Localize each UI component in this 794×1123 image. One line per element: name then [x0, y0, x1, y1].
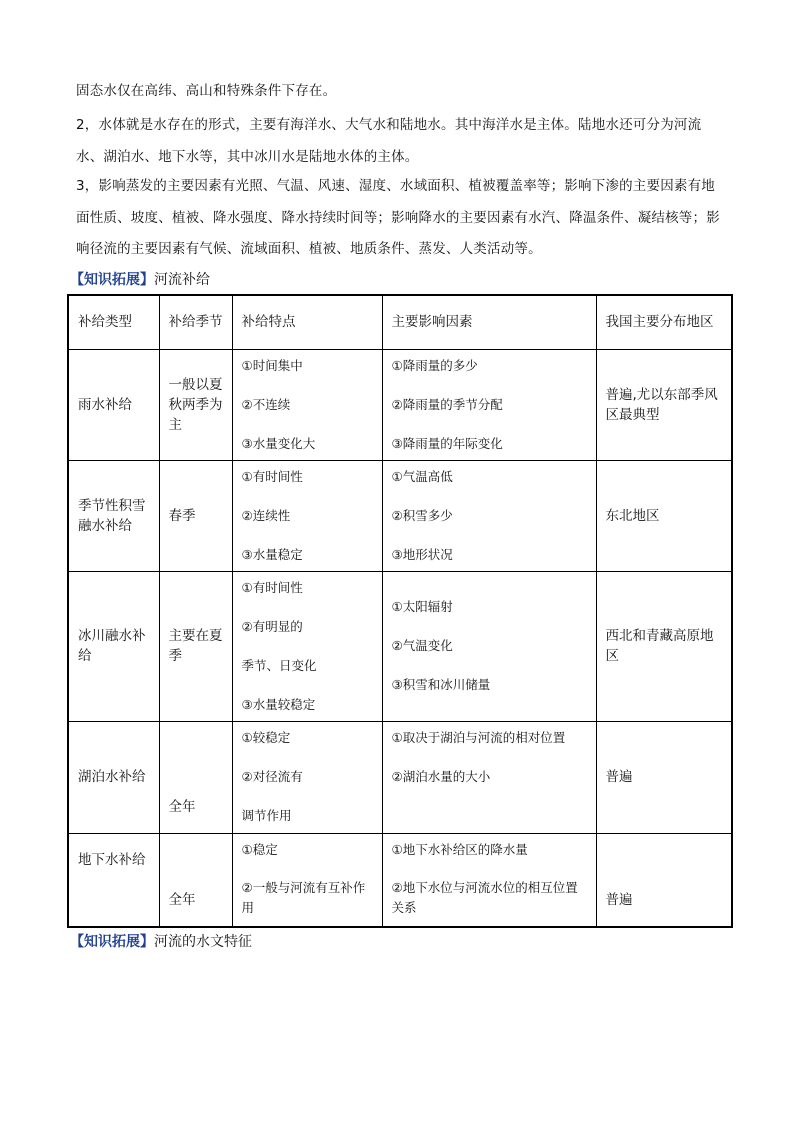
supply-season-cell: 主要在夏季	[159, 571, 232, 721]
factor-item: ②湖泊水量的大小	[391, 768, 491, 784]
supply-region-cell: 普遍	[596, 833, 732, 927]
feature-item: ③水量变化大	[241, 435, 316, 451]
factor-item: ①降雨量的多少	[391, 357, 478, 373]
supply-season-cell: 全年	[159, 721, 232, 833]
factor-item: ③降雨量的年际变化	[391, 435, 503, 451]
supply-features-cell	[232, 349, 382, 460]
feature-item: 调节作用	[241, 807, 292, 823]
feature-item: ②有明显的	[241, 618, 303, 634]
supply-factors-cell	[382, 349, 596, 460]
factor-item: ①取决于湖泊与河流的相对位置	[391, 729, 566, 745]
knowledge-tag: 【知识拓展】	[70, 934, 154, 950]
factor-item: ③地形状况	[391, 546, 453, 562]
supply-region-cell: 普遍	[596, 721, 732, 833]
supply-region-cell: 西北和青藏高原地区	[596, 571, 732, 721]
header-cell: 补给季节	[159, 295, 232, 349]
table-row	[68, 833, 732, 927]
supply-season-cell: 春季	[159, 460, 232, 571]
feature-item: ①稳定	[241, 841, 278, 857]
supply-features-cell	[232, 460, 382, 571]
header-cell: 补给特点	[232, 295, 382, 349]
supply-features-cell	[232, 571, 382, 721]
supply-region-cell: 东北地区	[596, 460, 732, 571]
feature-item: ②对径流有	[241, 768, 303, 784]
paragraph-solid-water: 固态水仅在高纬、高山和特殊条件下存在。	[76, 83, 337, 99]
supply-season-cell: 全年	[159, 833, 232, 927]
table-row	[68, 460, 732, 571]
header-cell: 我国主要分布地区	[596, 295, 732, 349]
factor-item: ②气温变化	[391, 638, 453, 653]
supply-features-cell	[232, 833, 382, 927]
section-heading-hydrological-features	[70, 932, 252, 952]
table-row	[68, 571, 732, 721]
factor-item: ②降雨量的季节分配	[391, 396, 503, 412]
supply-type-cell: 季节性积雪融水补给	[68, 460, 159, 571]
factor-item: ②地下水位与河流水位的相互位置关系	[391, 879, 578, 915]
supply-factors-cell	[382, 721, 596, 833]
feature-item: 季节、日变化	[241, 657, 317, 673]
supply-factors-cell	[382, 460, 596, 571]
feature-item: ③水量较稳定	[241, 696, 316, 712]
feature-item: ①较稳定	[241, 729, 291, 745]
table-row	[68, 349, 732, 460]
feature-item: ①有时间性	[241, 579, 303, 595]
paragraph-influencing-factors: 3，影响蒸发的主要因素有光照、气温、风速、湿度、水域面积、植被覆盖率等；影响下渗的主要因素有地面性质、坡度、植被、降水强度、降水持续时间等；影响降水的主要因素有水汽、降温条件、凝结核等；影响径流的主要因素有气候、流域面积、植被、地质条件、蒸发、人类活动等。	[76, 178, 720, 257]
table-header-row	[68, 295, 732, 349]
knowledge-tag: 【知识拓展】	[70, 272, 154, 288]
factor-item: ①太阳辐射	[391, 599, 453, 614]
feature-item: ①时间集中	[241, 357, 303, 373]
supply-type-cell: 冰川融水补给	[68, 571, 159, 721]
feature-item: ②一般与河流有互补作用	[241, 879, 366, 915]
factor-item: ①地下水补给区的降水量	[391, 841, 528, 857]
section-heading-river-supply	[70, 270, 210, 290]
supply-type-cell: 雨水补给	[68, 349, 159, 460]
supply-factors-cell	[382, 571, 596, 721]
feature-item: ②不连续	[241, 396, 291, 412]
supply-season-cell: 一般以夏秋两季为主	[159, 349, 232, 460]
feature-item: ③水量稳定	[241, 546, 303, 562]
feature-item: ①有时间性	[241, 468, 303, 484]
heading-text: 河流补给	[154, 272, 210, 288]
supply-factors-cell	[382, 833, 596, 927]
paragraph-water-bodies: 2，水体就是水存在的形式，主要有海洋水、大气水和陆地水。其中海洋水是主体。陆地水还可分为河流水、湖泊水、地下水等，其中冰川水是陆地水体的主体。	[76, 117, 702, 165]
supply-type-cell: 湖泊水补给	[68, 721, 159, 833]
supply-type-cell: 地下水补给	[68, 833, 159, 927]
header-cell: 补给类型	[68, 295, 159, 349]
feature-item: ②连续性	[241, 507, 291, 523]
supply-features-cell	[232, 721, 382, 833]
table-row	[68, 721, 732, 833]
factor-item: ②积雪多少	[391, 507, 453, 523]
header-cell: 主要影响因素	[382, 295, 596, 349]
river-supply-table	[67, 294, 733, 928]
supply-region-cell: 普遍,尤以东部季风区最典型	[596, 349, 732, 460]
factor-item: ①气温高低	[391, 468, 453, 484]
heading-text: 河流的水文特征	[154, 934, 252, 950]
factor-item: ③积雪和冰川储量	[391, 677, 491, 692]
